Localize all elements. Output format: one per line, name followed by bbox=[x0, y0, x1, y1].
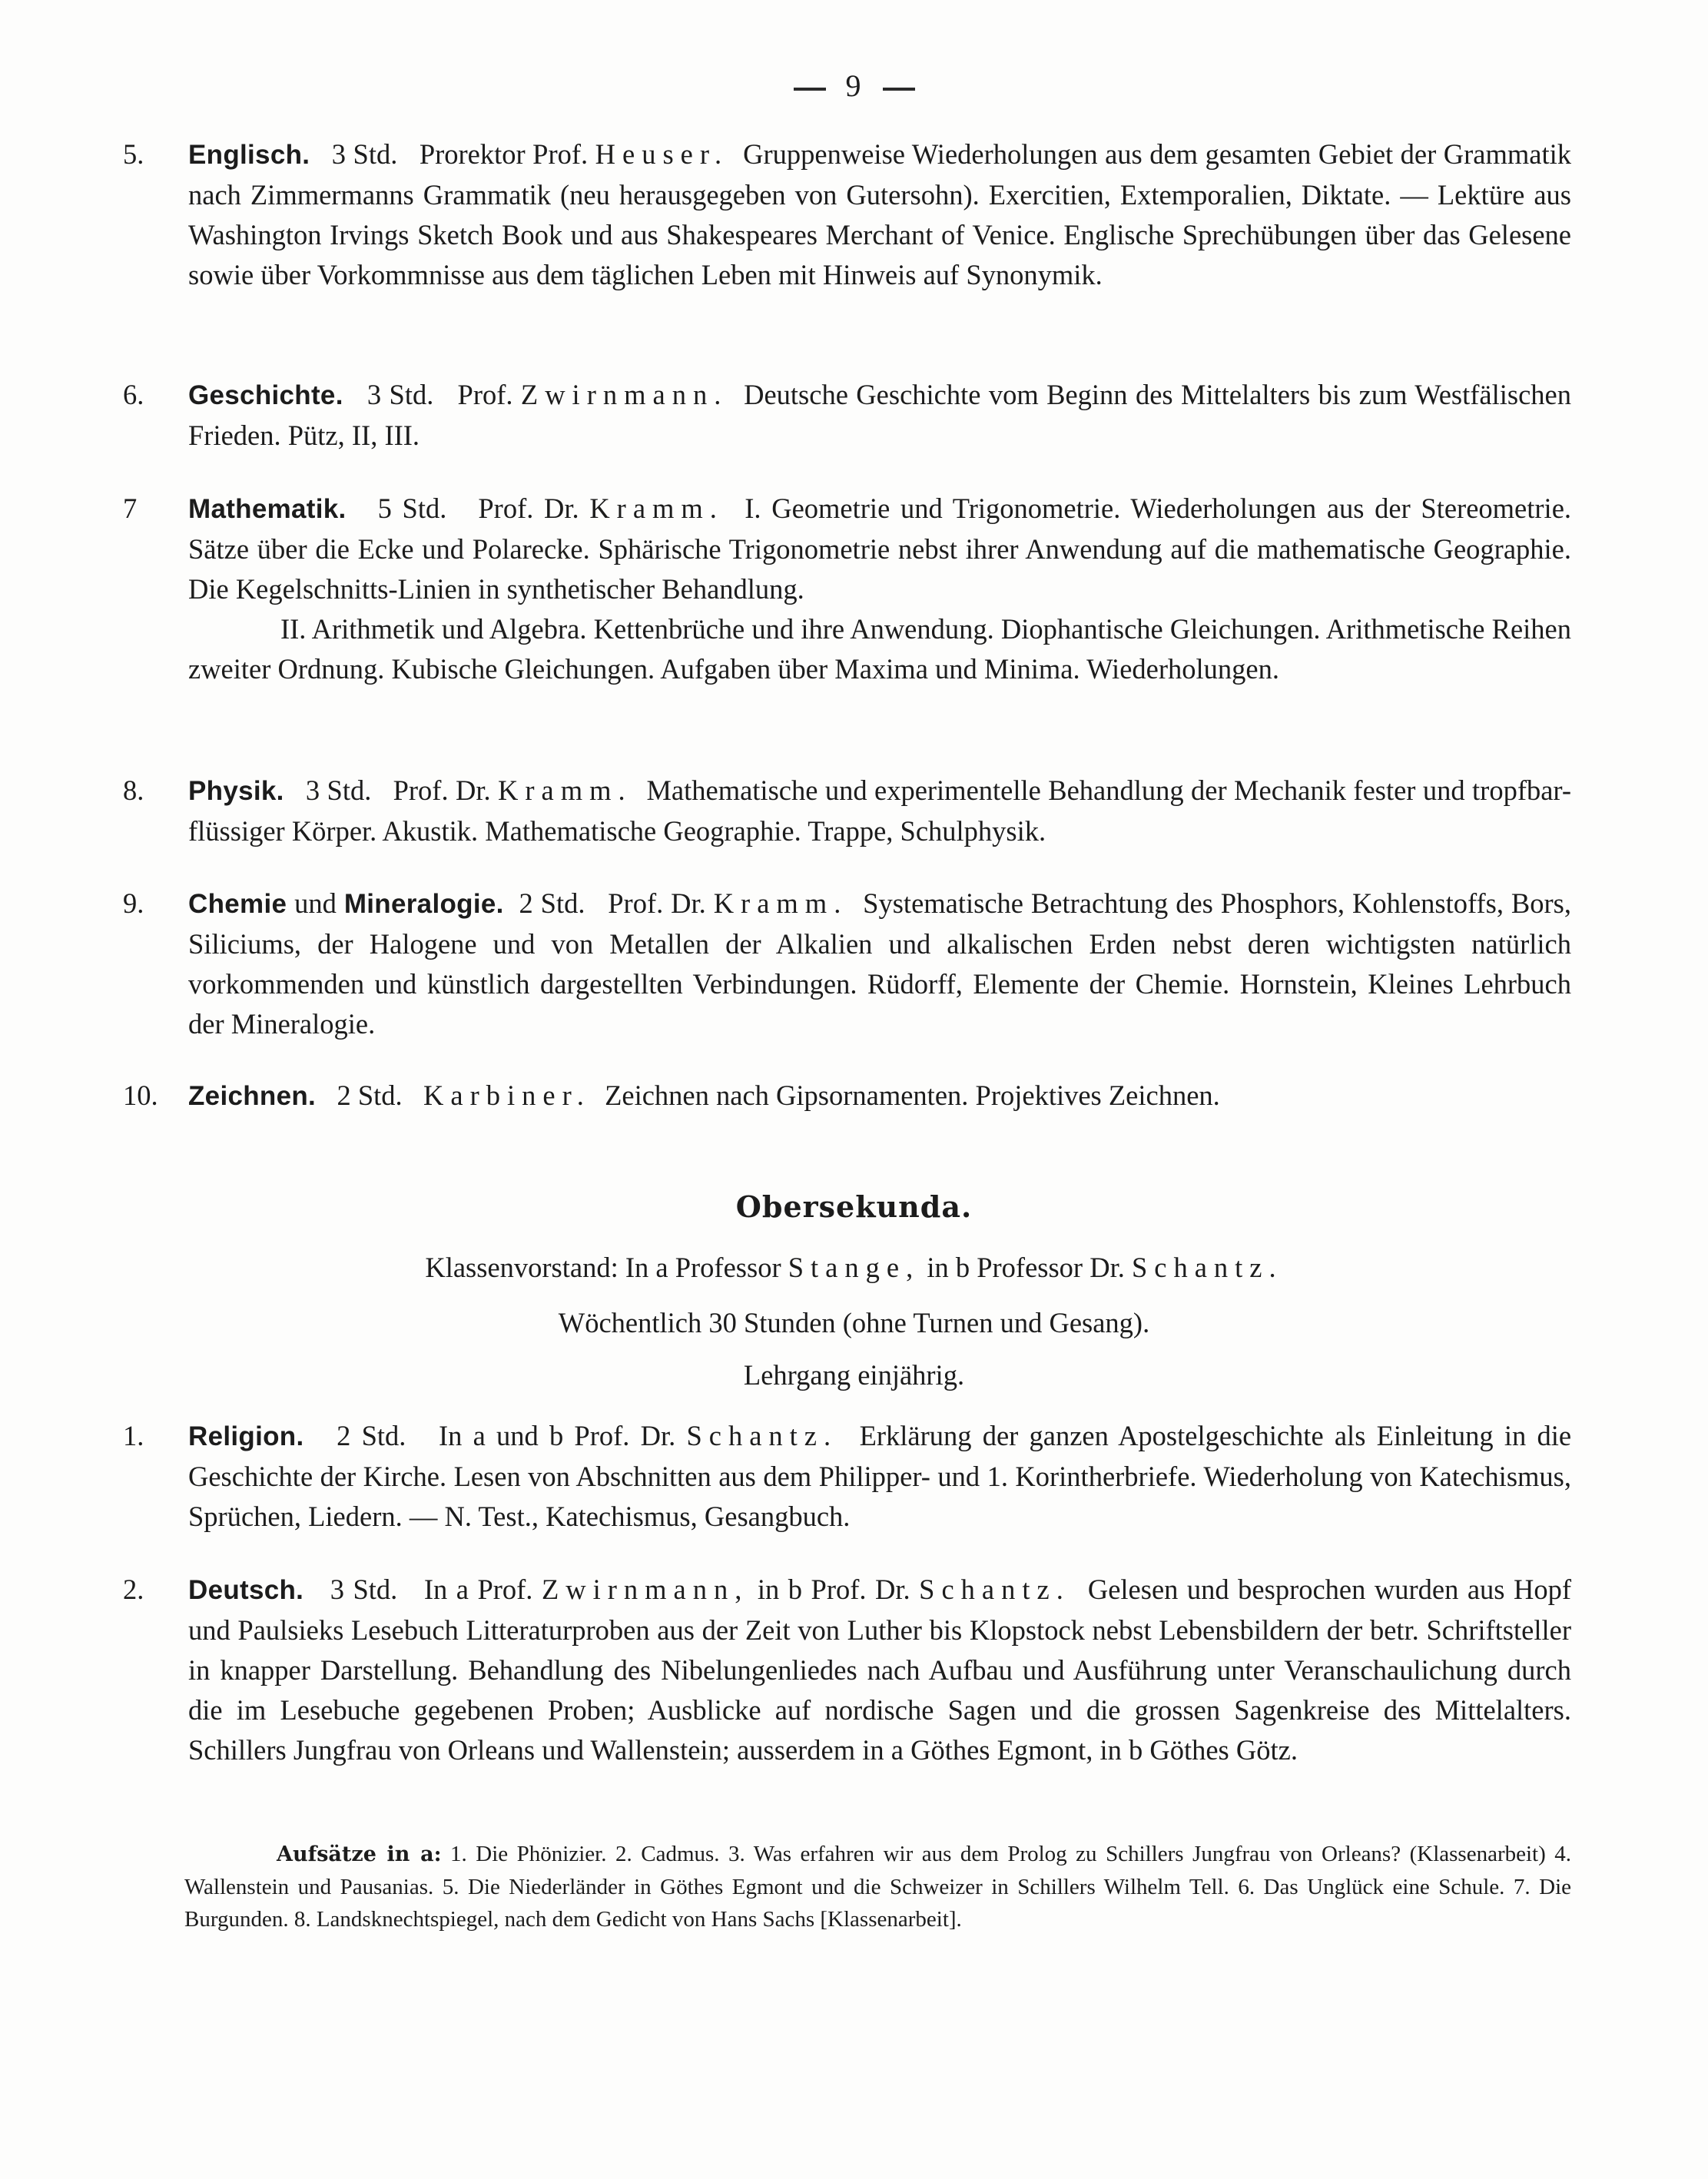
section-text: Mathematische und experimentelle Behandlung der Mechanik fester und tropfbar-flüssiger Körper. Akustik. Mathematische Geographie. Trappe, Schulphysik. bbox=[188, 774, 1572, 847]
subject-label: Geschichte. bbox=[188, 380, 343, 410]
section-number: 8. bbox=[123, 774, 144, 806]
section-number: 6. bbox=[123, 379, 144, 410]
teacher-name: Kramm. bbox=[713, 887, 848, 919]
hours: 5 Std. bbox=[377, 493, 447, 524]
hours: 3 Std. bbox=[330, 1574, 398, 1605]
section-englisch: 5. Englisch. 3 Std. Prorektor Prof. Heuser. Gruppenweise Wiederholungen aus dem gesamten Gebiet der Grammatik nach Zimmermanns Grammatik (neu herausgegeben von Gutersohn). Exercitien, Extemporalien, Diktate. — Lektüre aus Washington Irvings Sketch Book und aus Shakespeares Merchant of Venice. Englische Sprechübungen über das Gelesene sowie über Vorkommnisse aus dem täglichen Leben mit Hinweis auf Synonymik. bbox=[123, 134, 1571, 295]
section-deutsch: 2. Deutsch. 3 Std. In a Prof. Zwirnmann, in b Prof. Dr. Schantz. Gelesen und besprochen wurden aus Hopf und Paulsieks Lesebuch Litteraturproben aus der Zeit von Luther bis Klopstock nebst Lebensbildern der betr. Schriftsteller in knapper Darstellung. Behandlung des Nibelungenliedes nach Aufbau und Ausführung unter Veranschaulichung durch die im Lesebuche gegebenen Proben; Ausblicke auf nordische Sagen und die grossen Sagenkreise des Mittelalters. Schillers Jungfrau von Orleans und Wallenstein; ausserdem in a Göthes Egmont, in b Göthes Götz. bbox=[123, 1570, 1571, 1770]
section-physik: 8. Physik. 3 Std. Prof. Dr. Kramm. Mathematische und experimentelle Behandlung der Mechanik fester und tropfbar-flüssiger Körper. Akustik. Mathematische Geographie. Trappe, Schulphysik. bbox=[123, 771, 1571, 851]
teacher-name-2: Schantz. bbox=[919, 1574, 1070, 1605]
hours: 2 Std. bbox=[519, 887, 585, 919]
section-religion: 1. Religion. 2 Std. In a und b Prof. Dr. Schantz. Erklärung der ganzen Apostelgeschichte als Einleitung in die Geschichte der Kirche. Lesen von Abschnitten aus dem Philipper- und 1. Korintherbriefe. Wiederholung von Katechismus, Sprüchen, Liedern. — N. Test., Katechismus, Gesangbuch. bbox=[123, 1416, 1571, 1537]
section-text: I. Geometrie und Trigonometrie. Wiederholungen aus der Stereometrie. Sätze über die Ecke und Polarecke. Sphärische Trigonometrie nebst ihrer Anwendung auf die mathematische Geographie. Die Kegelschnitts-Linien in synthetischer Behandlung. bbox=[188, 493, 1572, 605]
section-number: 9. bbox=[123, 887, 144, 919]
section-chemie-mineralogie: 9. Chemie und Mineralogie. 2 Std. Prof. Dr. Kramm. Systematische Betrachtung des Phosphors, Kohlenstoffs, Bors, Siliciums, der Halogene und von Metallen der Alkalien und alkalischen Erden nebst deren wichtigsten natürlich vorkommenden und künstlich dargestellten Verbindungen. Rüdorff, Elemente der Chemie. Hornstein, Kleines Lehrbuch der Mineralogie. bbox=[123, 884, 1571, 1044]
weekly-hours-line: Wöchentlich 30 Stunden (ohne Turnen und Gesang). bbox=[558, 1307, 1150, 1338]
teacher-name: Kramm. bbox=[589, 493, 724, 524]
essay-topics-text: 1. Die Phönizier. 2. Cadmus. 3. Was erfahren wir aus dem Prolog zu Schillers Jungfrau von Orleans? (Klassenarbeit) 4. Wallenstein und Pausanias. 5. Die Niederländer in Göthes Egmont und die Schweizer in Schillers Wilhelm Tell. 6. Das Unglück eine Schule. 7. Die Burgunden. 8. Landsknechtspiegel, nach dem Gedicht von Hans Sachs [Klassenarbeit]. bbox=[184, 1842, 1571, 1932]
section-number: 2. bbox=[123, 1574, 144, 1605]
section-zeichnen bbox=[123, 1076, 1571, 1116]
section-text: Erklärung der ganzen Apostelgeschichte als Einleitung in die Geschichte der Kirche. Lesen von Abschnitten aus dem Philipper- und 1. Korintherbriefe. Wiederholung von Katechismus, Sprüchen, Liedern. — N. Test., Katechismus, Gesangbuch. bbox=[188, 1420, 1572, 1532]
subject-label: Religion. bbox=[188, 1421, 304, 1451]
hours: 3 Std. bbox=[331, 138, 398, 170]
section-text-part2: II. Arithmetik und Algebra. Kettenbrüche und ihre Anwendung. Diophantische Gleichungen. Arithmetische Reihen zweiter Ordnung. Kubische Gleichungen. Aufgaben über Maxima und Minima. Wiederholungen. bbox=[188, 613, 1571, 685]
subject-label: Zeichnen. bbox=[188, 1081, 317, 1111]
teacher-name: Kramm. bbox=[498, 774, 632, 806]
class-heading: Obersekunda. bbox=[735, 1189, 973, 1224]
section-text: Zeichnen nach Gipsornamenten. Projektives Zeichnen. bbox=[605, 1080, 1220, 1111]
section-mathematik: 7 Mathematik. 5 Std. Prof. Dr. Kramm. I. Geometrie und Trigonometrie. Wiederholungen aus der Stereometrie. Sätze über die Ecke und Polarecke. Sphärische Trigonometrie nebst ihrer Anwendung auf die mathematische Geographie. Die Kegelschnitts-Linien in synthetischer Behandlung. II. Arithmetik und Algebra. Kettenbrüche und ihre Anwendung. Diophantische Gleichungen. Arithmetische Reihen zweiter Ordnung. Kubische Gleichungen. Aufgaben über Maxima und Minima. Wiederholungen. bbox=[123, 489, 1571, 689]
hours: 3 Std. bbox=[366, 379, 434, 410]
course-line: Lehrgang einjährig. bbox=[743, 1359, 965, 1391]
dash-left bbox=[794, 88, 826, 91]
section-text: Deutsche Geschichte vom Beginn des Mittelalters bis zum Westfälischen Frieden. Pütz, II, III. bbox=[188, 379, 1572, 451]
section-number: 10. bbox=[123, 1080, 158, 1111]
hours: 3 Std. bbox=[305, 774, 372, 806]
teacher-name: Heuser. bbox=[595, 138, 729, 170]
teacher-name: Zwirnmann. bbox=[520, 379, 728, 410]
subject-label: Physik. bbox=[188, 776, 284, 806]
page-number: 9 bbox=[0, 68, 1708, 104]
teacher-name: Karbiner. bbox=[423, 1080, 591, 1111]
section-number: 7 bbox=[123, 493, 138, 524]
klassenvorstand-line: Klassenvorstand: In a Professor Stange, in b Professor Dr. Schantz. bbox=[425, 1252, 1283, 1283]
section-number: 1. bbox=[123, 1420, 144, 1451]
section-geschichte: 6. Geschichte. 3 Std. Prof. Zwirnmann. Deutsche Geschichte vom Beginn des Mittelalters bis zum Westfälischen Frieden. Pütz, II, III. bbox=[123, 375, 1571, 456]
section-text: Gruppenweise Wiederholungen aus dem gesamten Gebiet der Grammatik nach Zimmermanns Grammatik (neu herausgegeben von Gutersohn). Exercitien, Extemporalien, Diktate. — Lektüre aus Washington Irvings Sketch Book und aus Shakespeares Merchant of Venice. Englische Sprechübungen über das Gelesene sowie über Vorkommnisse aus dem täglichen Leben mit Hinweis auf Synonymik. bbox=[188, 138, 1572, 290]
teacher-name: Schantz. bbox=[686, 1420, 838, 1451]
teacher-name: Zwirnmann, bbox=[541, 1574, 749, 1605]
subject-label: Englisch. bbox=[188, 140, 310, 170]
essay-topics bbox=[184, 1838, 1571, 1935]
subject-label: Deutsch. bbox=[188, 1575, 304, 1605]
hours: 2 Std. bbox=[337, 1080, 403, 1111]
essay-topics-label: Aufsätze in a: bbox=[277, 1842, 442, 1866]
section-text: Gelesen und besprochen wurden aus Hopf und Paulsieks Lesebuch Litteraturproben aus der Zeit von Luther bis Klopstock nebst Lebensbildern der betr. Schriftsteller in knapper Darstellung. Behandlung des Nibelungenliedes nach Aufbau und Ausführung unter Veranschaulichung durch die im Lesebuche gegebenen Proben; Ausblicke auf nordische Sagen und die grossen Sagenkreise des Mittelalters. Schillers Jungfrau von Orleans und Wallenstein; ausserdem in a Göthes Egmont, in b Göthes Götz. bbox=[188, 1574, 1572, 1766]
hours: 2 Std. bbox=[337, 1420, 406, 1451]
subject-label: Chemie bbox=[188, 889, 287, 919]
dash-right bbox=[883, 88, 915, 91]
subject-label: Mathematik. bbox=[188, 494, 347, 524]
section-number: 5. bbox=[123, 138, 144, 170]
section-text: Systematische Betrachtung des Phosphors, Kohlenstoffs, Bors, Siliciums, der Halogene und von Metallen der Alkalien und alkalischen Erden nebst deren wichtigsten natürlich vorkommenden und künstlich dargestellten Verbindungen. Rüdorff, Elemente der Chemie. Hornstein, Kleines Lehrbuch der Mineralogie. bbox=[188, 887, 1571, 1040]
subject-label-2: Mineralogie. bbox=[343, 889, 504, 919]
